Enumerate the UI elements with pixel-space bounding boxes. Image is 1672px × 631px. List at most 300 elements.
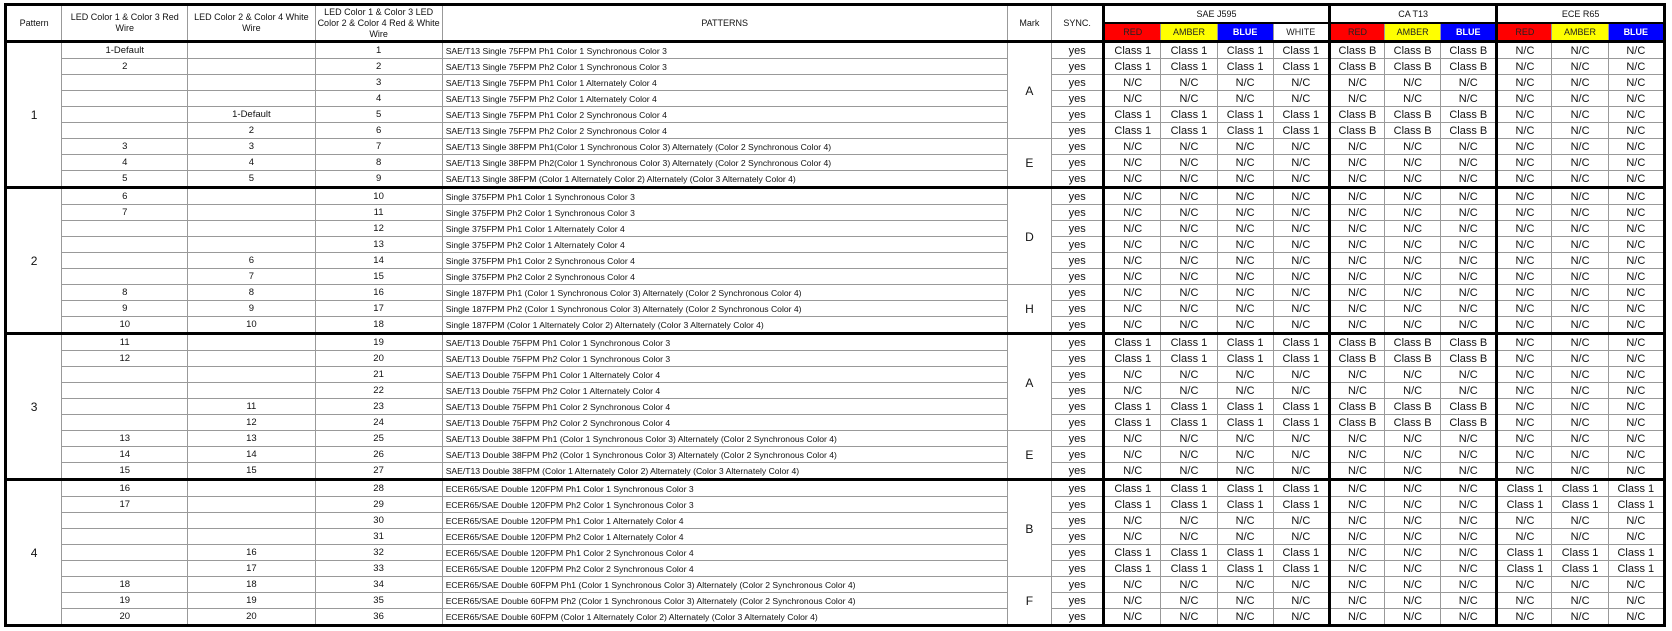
sae-class-cell: Class 1 xyxy=(1217,351,1273,367)
table-row xyxy=(6,480,1665,497)
sae-class-cell: N/C xyxy=(1104,155,1161,171)
led-red-white-wire-cell: 11 xyxy=(315,205,442,221)
ca-class-cell: Class B xyxy=(1385,59,1441,75)
ca-class-cell: N/C xyxy=(1385,513,1441,529)
sae-class-cell: Class 1 xyxy=(1104,59,1161,75)
sae-class-cell: Class 1 xyxy=(1104,107,1161,123)
sae-class-cell: N/C xyxy=(1104,609,1161,626)
led-red-white-wire-cell: 19 xyxy=(315,334,442,351)
pattern-number: 4 xyxy=(6,480,62,626)
ca-class-cell: N/C xyxy=(1385,155,1441,171)
sae-class-cell: Class 1 xyxy=(1104,351,1161,367)
sae-class-cell: Class 1 xyxy=(1217,561,1273,577)
ca-class-cell: N/C xyxy=(1385,301,1441,317)
led-red-wire-cell xyxy=(62,253,188,269)
pattern-description: SAE/T13 Single 75FPM Ph1 Color 1 Alternately Color 4 xyxy=(442,75,1007,91)
sae-class-cell: N/C xyxy=(1217,367,1273,383)
pattern-description: Single 375FPM Ph2 Color 1 Synchronous Color 3 xyxy=(442,205,1007,221)
ca-class-cell: N/C xyxy=(1385,205,1441,221)
sync-cell: yes xyxy=(1052,399,1104,415)
led-white-wire-cell xyxy=(188,75,315,91)
sae-class-cell: N/C xyxy=(1104,237,1161,253)
sae-class-cell: N/C xyxy=(1161,205,1217,221)
mark-cell: A xyxy=(1007,334,1052,431)
ece-class-cell: N/C xyxy=(1552,155,1608,171)
sae-class-cell: N/C xyxy=(1104,577,1161,593)
sae-class-cell: Class 1 xyxy=(1273,351,1329,367)
ca-class-cell: N/C xyxy=(1329,577,1384,593)
ece-class-cell: N/C xyxy=(1608,334,1664,351)
led-red-wire-cell: 1-Default xyxy=(62,42,188,59)
pattern-number: 3 xyxy=(6,334,62,480)
led-red-wire-cell: 4 xyxy=(62,155,188,171)
ece-class-cell: N/C xyxy=(1497,171,1552,188)
sae-class-cell: N/C xyxy=(1104,75,1161,91)
led-red-wire-cell xyxy=(62,545,188,561)
led-red-white-wire-cell: 7 xyxy=(315,139,442,155)
pattern-description: Single 375FPM Ph1 Color 1 Synchronous Color 3 xyxy=(442,188,1007,205)
sae-class-cell: N/C xyxy=(1161,447,1217,463)
sae-class-cell: Class 1 xyxy=(1104,545,1161,561)
table-row xyxy=(6,447,1665,463)
sae-class-cell: Class 1 xyxy=(1217,107,1273,123)
ca-class-cell: N/C xyxy=(1441,480,1497,497)
led-white-wire-cell: 2 xyxy=(188,123,315,139)
led-red-wire-cell xyxy=(62,415,188,431)
ca-class-cell: N/C xyxy=(1329,383,1384,399)
sae-class-cell: Class 1 xyxy=(1161,42,1217,59)
ece-class-cell: N/C xyxy=(1552,285,1608,301)
mark-cell: E xyxy=(1007,431,1052,480)
ece-class-cell: N/C xyxy=(1608,351,1664,367)
ece-class-cell: N/C xyxy=(1608,139,1664,155)
sync-cell: yes xyxy=(1052,447,1104,463)
ece-class-cell: N/C xyxy=(1608,42,1664,59)
sae-class-cell: N/C xyxy=(1161,91,1217,107)
sae-class-cell: N/C xyxy=(1217,317,1273,334)
sync-cell: yes xyxy=(1052,463,1104,480)
sae-class-cell: N/C xyxy=(1104,285,1161,301)
led-white-wire-cell xyxy=(188,480,315,497)
led-red-white-wire-cell: 20 xyxy=(315,351,442,367)
sae-class-cell: Class 1 xyxy=(1104,123,1161,139)
header-ca-amber: AMBER xyxy=(1385,23,1441,42)
led-white-wire-cell xyxy=(188,188,315,205)
ca-class-cell: N/C xyxy=(1385,447,1441,463)
ece-class-cell: N/C xyxy=(1497,253,1552,269)
table-row xyxy=(6,334,1665,351)
sae-class-cell: Class 1 xyxy=(1217,480,1273,497)
ca-class-cell: Class B xyxy=(1329,59,1384,75)
pattern-description: Single 375FPM Ph2 Color 2 Synchronous Color 4 xyxy=(442,269,1007,285)
led-white-wire-cell: 7 xyxy=(188,269,315,285)
sync-cell: yes xyxy=(1052,367,1104,383)
ca-class-cell: Class B xyxy=(1441,59,1497,75)
sync-cell: yes xyxy=(1052,42,1104,59)
sae-class-cell: N/C xyxy=(1104,171,1161,188)
sae-class-cell: N/C xyxy=(1104,221,1161,237)
led-red-white-wire-cell: 30 xyxy=(315,513,442,529)
ece-class-cell: N/C xyxy=(1552,237,1608,253)
sae-class-cell: Class 1 xyxy=(1161,334,1217,351)
led-red-wire-cell xyxy=(62,123,188,139)
ca-class-cell: Class B xyxy=(1385,123,1441,139)
ece-class-cell: N/C xyxy=(1608,367,1664,383)
led-white-wire-cell xyxy=(188,205,315,221)
sync-cell: yes xyxy=(1052,317,1104,334)
sync-cell: yes xyxy=(1052,75,1104,91)
sae-class-cell: N/C xyxy=(1273,188,1329,205)
sae-class-cell: Class 1 xyxy=(1273,561,1329,577)
ca-class-cell: N/C xyxy=(1385,285,1441,301)
ca-class-cell: N/C xyxy=(1385,253,1441,269)
sync-cell: yes xyxy=(1052,155,1104,171)
sae-class-cell: Class 1 xyxy=(1273,480,1329,497)
pattern-description: ECER65/SAE Double 120FPM Ph2 Color 2 Synchronous Color 4 xyxy=(442,561,1007,577)
ca-class-cell: N/C xyxy=(1329,480,1384,497)
header-ece-r65: ECE R65 xyxy=(1497,5,1665,24)
table-row xyxy=(6,593,1665,609)
ca-class-cell: N/C xyxy=(1329,171,1384,188)
ece-class-cell: N/C xyxy=(1497,155,1552,171)
pattern-description: ECER65/SAE Double 120FPM Ph1 Color 2 Synchronous Color 4 xyxy=(442,545,1007,561)
ece-class-cell: N/C xyxy=(1497,123,1552,139)
sae-class-cell: N/C xyxy=(1217,155,1273,171)
pattern-description: ECER65/SAE Double 120FPM Ph2 Color 1 Synchronous Color 3 xyxy=(442,497,1007,513)
sae-class-cell: N/C xyxy=(1217,301,1273,317)
ca-class-cell: N/C xyxy=(1441,497,1497,513)
header-led-red-wire: LED Color 1 & Color 3 Red Wire xyxy=(62,5,188,42)
ece-class-cell: N/C xyxy=(1608,301,1664,317)
led-red-wire-cell xyxy=(62,513,188,529)
ece-class-cell: N/C xyxy=(1552,399,1608,415)
ece-class-cell: N/C xyxy=(1608,171,1664,188)
ece-class-cell: N/C xyxy=(1552,317,1608,334)
ece-class-cell: N/C xyxy=(1608,205,1664,221)
mark-cell: H xyxy=(1007,285,1052,334)
ca-class-cell: N/C xyxy=(1441,529,1497,545)
ece-class-cell: N/C xyxy=(1552,188,1608,205)
ece-class-cell: N/C xyxy=(1497,42,1552,59)
ece-class-cell: N/C xyxy=(1497,139,1552,155)
header-sae-blue: BLUE xyxy=(1217,23,1273,42)
led-white-wire-cell: 12 xyxy=(188,415,315,431)
ca-class-cell: Class B xyxy=(1385,399,1441,415)
sae-class-cell: N/C xyxy=(1217,447,1273,463)
ca-class-cell: N/C xyxy=(1441,431,1497,447)
sae-class-cell: N/C xyxy=(1161,317,1217,334)
ece-class-cell: N/C xyxy=(1497,237,1552,253)
mark-cell: B xyxy=(1007,480,1052,577)
pattern-number: 2 xyxy=(6,188,62,334)
ece-class-cell: N/C xyxy=(1552,139,1608,155)
led-red-white-wire-cell: 29 xyxy=(315,497,442,513)
sae-class-cell: N/C xyxy=(1104,529,1161,545)
sae-class-cell: Class 1 xyxy=(1217,42,1273,59)
sae-class-cell: N/C xyxy=(1273,171,1329,188)
ca-class-cell: N/C xyxy=(1329,463,1384,480)
ca-class-cell: N/C xyxy=(1441,285,1497,301)
header-led-white-wire: LED Color 2 & Color 4 White Wire xyxy=(188,5,315,42)
pattern-description: ECER65/SAE Double 120FPM Ph1 Color 1 Alternately Color 4 xyxy=(442,513,1007,529)
ca-class-cell: N/C xyxy=(1385,139,1441,155)
ca-class-cell: Class B xyxy=(1329,334,1384,351)
ece-class-cell: N/C xyxy=(1608,285,1664,301)
sae-class-cell: N/C xyxy=(1161,301,1217,317)
ece-class-cell: N/C xyxy=(1608,107,1664,123)
header-sae-amber: AMBER xyxy=(1161,23,1217,42)
led-white-wire-cell: 1-Default xyxy=(188,107,315,123)
ece-class-cell: N/C xyxy=(1608,253,1664,269)
ca-class-cell: Class B xyxy=(1385,107,1441,123)
ece-class-cell: N/C xyxy=(1497,301,1552,317)
sae-class-cell: N/C xyxy=(1104,383,1161,399)
sae-class-cell: Class 1 xyxy=(1217,415,1273,431)
sae-class-cell: N/C xyxy=(1273,383,1329,399)
ca-class-cell: Class B xyxy=(1385,351,1441,367)
ca-class-cell: N/C xyxy=(1441,221,1497,237)
table-row xyxy=(6,253,1665,269)
led-white-wire-cell xyxy=(188,513,315,529)
table-row xyxy=(6,91,1665,107)
sae-class-cell: N/C xyxy=(1161,367,1217,383)
sae-class-cell: Class 1 xyxy=(1161,497,1217,513)
ca-class-cell: N/C xyxy=(1385,463,1441,480)
sae-class-cell: N/C xyxy=(1104,253,1161,269)
sae-class-cell: Class 1 xyxy=(1217,59,1273,75)
mark-cell: D xyxy=(1007,188,1052,285)
led-red-white-wire-cell: 14 xyxy=(315,253,442,269)
ca-class-cell: N/C xyxy=(1441,577,1497,593)
sae-class-cell: N/C xyxy=(1217,529,1273,545)
sae-class-cell: N/C xyxy=(1273,91,1329,107)
led-white-wire-cell xyxy=(188,383,315,399)
ece-class-cell: N/C xyxy=(1608,399,1664,415)
ece-class-cell: N/C xyxy=(1497,91,1552,107)
led-red-wire-cell: 5 xyxy=(62,171,188,188)
sync-cell: yes xyxy=(1052,383,1104,399)
pattern-description: SAE/T13 Double 38FPM (Color 1 Alternately Color 2) Alternately (Color 3 Alternately Color 4) xyxy=(442,463,1007,480)
led-red-white-wire-cell: 24 xyxy=(315,415,442,431)
led-white-wire-cell xyxy=(188,367,315,383)
sae-class-cell: N/C xyxy=(1104,463,1161,480)
table-row xyxy=(6,317,1665,334)
table-body xyxy=(6,42,1665,626)
ece-class-cell: N/C xyxy=(1552,577,1608,593)
ece-class-cell: N/C xyxy=(1497,415,1552,431)
sae-class-cell: N/C xyxy=(1161,171,1217,188)
sae-class-cell: N/C xyxy=(1161,383,1217,399)
led-red-wire-cell: 16 xyxy=(62,480,188,497)
table-row xyxy=(6,431,1665,447)
mark-cell: E xyxy=(1007,139,1052,188)
ca-class-cell: N/C xyxy=(1385,431,1441,447)
led-red-wire-cell: 14 xyxy=(62,447,188,463)
table-row xyxy=(6,42,1665,59)
ca-class-cell: N/C xyxy=(1329,237,1384,253)
ca-class-cell: N/C xyxy=(1385,561,1441,577)
ece-class-cell: N/C xyxy=(1608,513,1664,529)
sae-class-cell: N/C xyxy=(1161,155,1217,171)
sae-class-cell: Class 1 xyxy=(1217,334,1273,351)
sae-class-cell: N/C xyxy=(1104,431,1161,447)
ece-class-cell: N/C xyxy=(1497,399,1552,415)
sync-cell: yes xyxy=(1052,545,1104,561)
led-red-wire-cell xyxy=(62,269,188,285)
table-header xyxy=(6,5,1665,42)
sync-cell: yes xyxy=(1052,188,1104,205)
sae-class-cell: N/C xyxy=(1161,188,1217,205)
pattern-description: SAE/T13 Single 75FPM Ph2 Color 1 Alternately Color 4 xyxy=(442,91,1007,107)
sae-class-cell: N/C xyxy=(1161,431,1217,447)
ece-class-cell: N/C xyxy=(1552,367,1608,383)
table-row xyxy=(6,399,1665,415)
header-led-red-white-wire: LED Color 1 & Color 3 LED Color 2 & Color 4 Red & White Wire xyxy=(315,5,442,42)
sae-class-cell: Class 1 xyxy=(1217,399,1273,415)
sae-class-cell: N/C xyxy=(1161,269,1217,285)
sync-cell: yes xyxy=(1052,334,1104,351)
ca-class-cell: N/C xyxy=(1441,269,1497,285)
sync-cell: yes xyxy=(1052,480,1104,497)
ca-class-cell: Class B xyxy=(1329,415,1384,431)
table-row xyxy=(6,529,1665,545)
ca-class-cell: Class B xyxy=(1441,334,1497,351)
ca-class-cell: N/C xyxy=(1385,269,1441,285)
led-red-white-wire-cell: 6 xyxy=(315,123,442,139)
ca-class-cell: Class B xyxy=(1329,42,1384,59)
ca-class-cell: Class B xyxy=(1329,107,1384,123)
ca-class-cell: N/C xyxy=(1385,593,1441,609)
sae-class-cell: N/C xyxy=(1273,367,1329,383)
led-red-wire-cell xyxy=(62,91,188,107)
sae-class-cell: Class 1 xyxy=(1104,334,1161,351)
led-red-wire-cell xyxy=(62,367,188,383)
table-row xyxy=(6,577,1665,593)
table-row xyxy=(6,301,1665,317)
sae-class-cell: Class 1 xyxy=(1161,399,1217,415)
sae-class-cell: N/C xyxy=(1273,609,1329,626)
led-red-wire-cell xyxy=(62,221,188,237)
led-red-white-wire-cell: 21 xyxy=(315,367,442,383)
ece-class-cell: N/C xyxy=(1552,91,1608,107)
ca-class-cell: N/C xyxy=(1329,75,1384,91)
led-white-wire-cell: 6 xyxy=(188,253,315,269)
ece-class-cell: N/C xyxy=(1608,237,1664,253)
led-red-wire-cell: 7 xyxy=(62,205,188,221)
led-red-white-wire-cell: 3 xyxy=(315,75,442,91)
sae-class-cell: Class 1 xyxy=(1104,42,1161,59)
sae-class-cell: N/C xyxy=(1161,463,1217,480)
pattern-description: SAE/T13 Single 38FPM Ph2(Color 1 Synchronous Color 3) Alternately (Color 2 Synchronous Color 4) xyxy=(442,155,1007,171)
sae-class-cell: N/C xyxy=(1217,75,1273,91)
ece-class-cell: N/C xyxy=(1497,59,1552,75)
pattern-description: Single 187FPM Ph2 (Color 1 Synchronous Color 3) Alternately (Color 2 Synchronous Color 4) xyxy=(442,301,1007,317)
pattern-description: Single 375FPM Ph1 Color 1 Alternately Color 4 xyxy=(442,221,1007,237)
led-white-wire-cell: 18 xyxy=(188,577,315,593)
header-sae-red: RED xyxy=(1104,23,1161,42)
sae-class-cell: Class 1 xyxy=(1273,107,1329,123)
sae-class-cell: N/C xyxy=(1273,155,1329,171)
ca-class-cell: N/C xyxy=(1385,237,1441,253)
sync-cell: yes xyxy=(1052,513,1104,529)
ece-class-cell: N/C xyxy=(1552,269,1608,285)
led-white-wire-cell: 4 xyxy=(188,155,315,171)
sync-cell: yes xyxy=(1052,139,1104,155)
ca-class-cell: N/C xyxy=(1385,545,1441,561)
sae-class-cell: N/C xyxy=(1217,253,1273,269)
ece-class-cell: N/C xyxy=(1497,107,1552,123)
sae-class-cell: Class 1 xyxy=(1104,480,1161,497)
ece-class-cell: N/C xyxy=(1552,123,1608,139)
ca-class-cell: N/C xyxy=(1385,91,1441,107)
led-red-wire-cell: 12 xyxy=(62,351,188,367)
sae-class-cell: N/C xyxy=(1217,171,1273,188)
sae-class-cell: N/C xyxy=(1161,221,1217,237)
table-row xyxy=(6,463,1665,480)
sae-class-cell: N/C xyxy=(1273,301,1329,317)
sae-class-cell: N/C xyxy=(1161,529,1217,545)
led-red-white-wire-cell: 22 xyxy=(315,383,442,399)
sae-class-cell: N/C xyxy=(1217,188,1273,205)
ca-class-cell: N/C xyxy=(1441,513,1497,529)
header-ca-blue: BLUE xyxy=(1441,23,1497,42)
sae-class-cell: N/C xyxy=(1273,253,1329,269)
sync-cell: yes xyxy=(1052,91,1104,107)
table-row xyxy=(6,367,1665,383)
led-red-wire-cell: 8 xyxy=(62,285,188,301)
ece-class-cell: N/C xyxy=(1552,447,1608,463)
header-mark: Mark xyxy=(1007,5,1052,42)
sae-class-cell: Class 1 xyxy=(1273,334,1329,351)
header-ece-amber: AMBER xyxy=(1552,23,1608,42)
table-row xyxy=(6,155,1665,171)
sae-class-cell: Class 1 xyxy=(1273,545,1329,561)
ece-class-cell: N/C xyxy=(1497,447,1552,463)
led-red-white-wire-cell: 35 xyxy=(315,593,442,609)
sae-class-cell: N/C xyxy=(1217,383,1273,399)
sae-class-cell: Class 1 xyxy=(1161,123,1217,139)
led-red-white-wire-cell: 25 xyxy=(315,431,442,447)
sae-class-cell: N/C xyxy=(1161,253,1217,269)
ece-class-cell: N/C xyxy=(1608,447,1664,463)
led-red-white-wire-cell: 1 xyxy=(315,42,442,59)
ca-class-cell: Class B xyxy=(1329,123,1384,139)
pattern-table-sheet xyxy=(4,3,1666,627)
ca-class-cell: Class B xyxy=(1441,123,1497,139)
sae-class-cell: Class 1 xyxy=(1104,415,1161,431)
ca-class-cell: N/C xyxy=(1329,561,1384,577)
ca-class-cell: N/C xyxy=(1385,577,1441,593)
sync-cell: yes xyxy=(1052,285,1104,301)
ece-class-cell: N/C xyxy=(1608,221,1664,237)
ece-class-cell: N/C xyxy=(1608,383,1664,399)
sae-class-cell: N/C xyxy=(1273,577,1329,593)
led-white-wire-cell xyxy=(188,334,315,351)
table-row xyxy=(6,205,1665,221)
led-red-white-wire-cell: 15 xyxy=(315,269,442,285)
ece-class-cell: N/C xyxy=(1497,75,1552,91)
sae-class-cell: N/C xyxy=(1217,577,1273,593)
sae-class-cell: Class 1 xyxy=(1161,107,1217,123)
sae-class-cell: N/C xyxy=(1161,577,1217,593)
sae-class-cell: N/C xyxy=(1104,367,1161,383)
ece-class-cell: N/C xyxy=(1497,351,1552,367)
ece-class-cell: Class 1 xyxy=(1497,480,1552,497)
sae-class-cell: N/C xyxy=(1273,221,1329,237)
sae-class-cell: Class 1 xyxy=(1161,545,1217,561)
pattern-description: Single 375FPM Ph1 Color 2 Synchronous Color 4 xyxy=(442,253,1007,269)
ca-class-cell: N/C xyxy=(1441,301,1497,317)
